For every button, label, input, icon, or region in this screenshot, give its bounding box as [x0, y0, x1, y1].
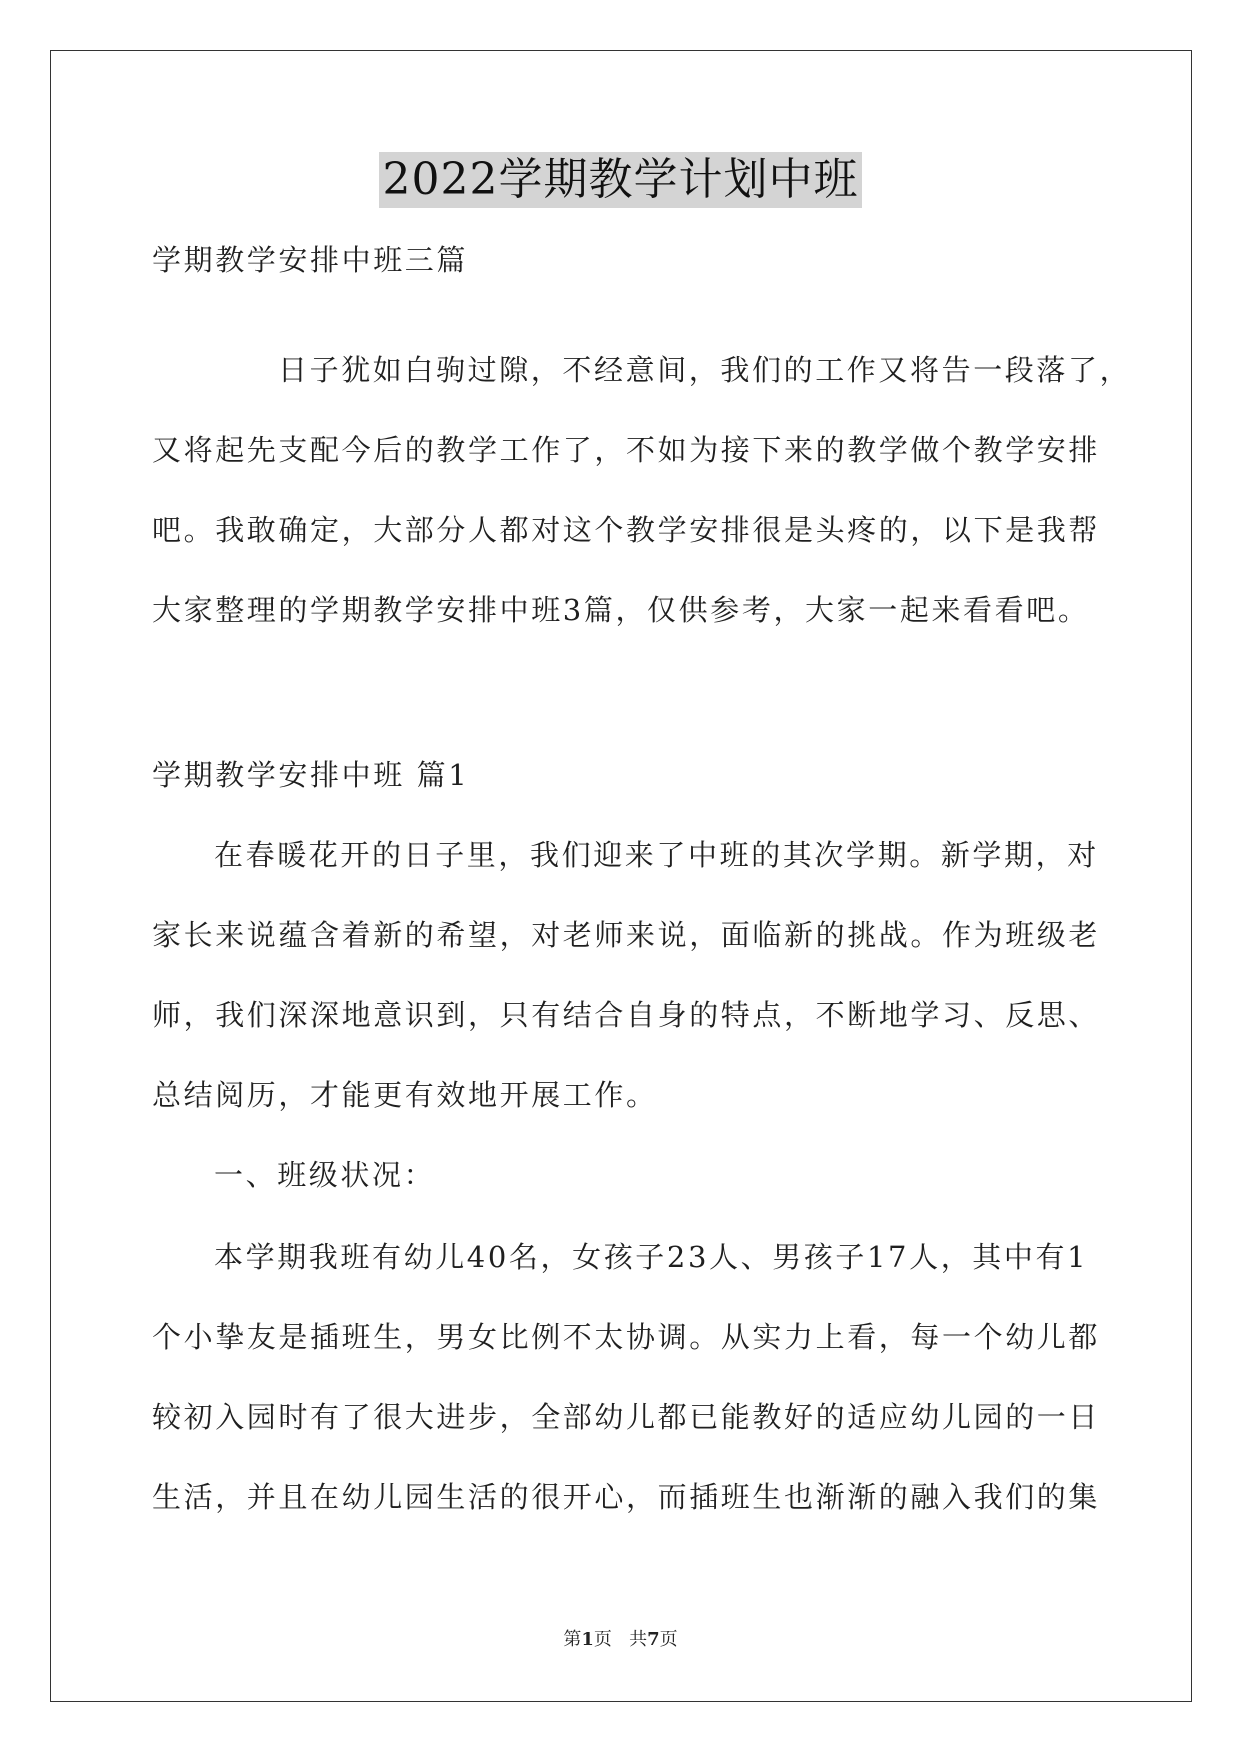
page-border	[50, 50, 1192, 1702]
paragraph-line: 又将起先支配今后的教学工作了，不如为接下来的教学做个教学安排	[152, 433, 1101, 467]
paragraph-line: 本学期我班有幼儿40名，女孩子23人、男孩子17人，其中有1	[214, 1240, 1089, 1274]
page-label-prefix: 第	[563, 1629, 582, 1650]
page-footer	[0, 1628, 1241, 1652]
title-container	[0, 152, 1241, 208]
paragraph-line: 日子犹如白驹过隙，不经意间，我们的工作又将告一段落了，	[278, 353, 1132, 387]
document-title: 2022学期教学计划中班	[379, 152, 863, 208]
paragraph-line: 师，我们深深地意识到，只有结合自身的特点，不断地学习、反思、	[152, 998, 1101, 1032]
paragraph-line: 吧。我敢确定，大部分人都对这个教学安排很是头疼的，以下是我帮	[152, 513, 1101, 547]
subtitle: 学期教学安排中班三篇	[152, 243, 469, 277]
section-heading: 学期教学安排中班 篇1	[152, 758, 470, 792]
page-label-mid: 页	[593, 1629, 612, 1650]
paragraph-line: 家长来说蕴含着新的希望，对老师来说，面临新的挑战。作为班级老	[152, 918, 1101, 952]
page-total-suffix: 页	[659, 1629, 678, 1650]
page-total-prefix: 共	[629, 1629, 648, 1650]
paragraph-line: 在春暖花开的日子里，我们迎来了中班的其次学期。新学期，对	[214, 838, 1099, 872]
paragraph-line: 较初入园时有了很大进步，全部幼儿都已能教好的适应幼儿园的一日	[152, 1400, 1101, 1434]
paragraph-line: 总结阅历，才能更有效地开展工作。	[152, 1078, 658, 1112]
paragraph-line: 个小挚友是插班生，男女比例不太协调。从实力上看，每一个幼儿都	[152, 1320, 1101, 1354]
paragraph-line: 生活，并且在幼儿园生活的很开心，而插班生也渐渐的融入我们的集	[152, 1480, 1101, 1514]
page-total: 7	[647, 1629, 660, 1650]
subsection-heading: 一、班级状况：	[214, 1158, 436, 1192]
paragraph-line: 大家整理的学期教学安排中班3篇，仅供参考，大家一起来看看吧。	[152, 593, 1090, 627]
page-current: 1	[581, 1629, 594, 1650]
